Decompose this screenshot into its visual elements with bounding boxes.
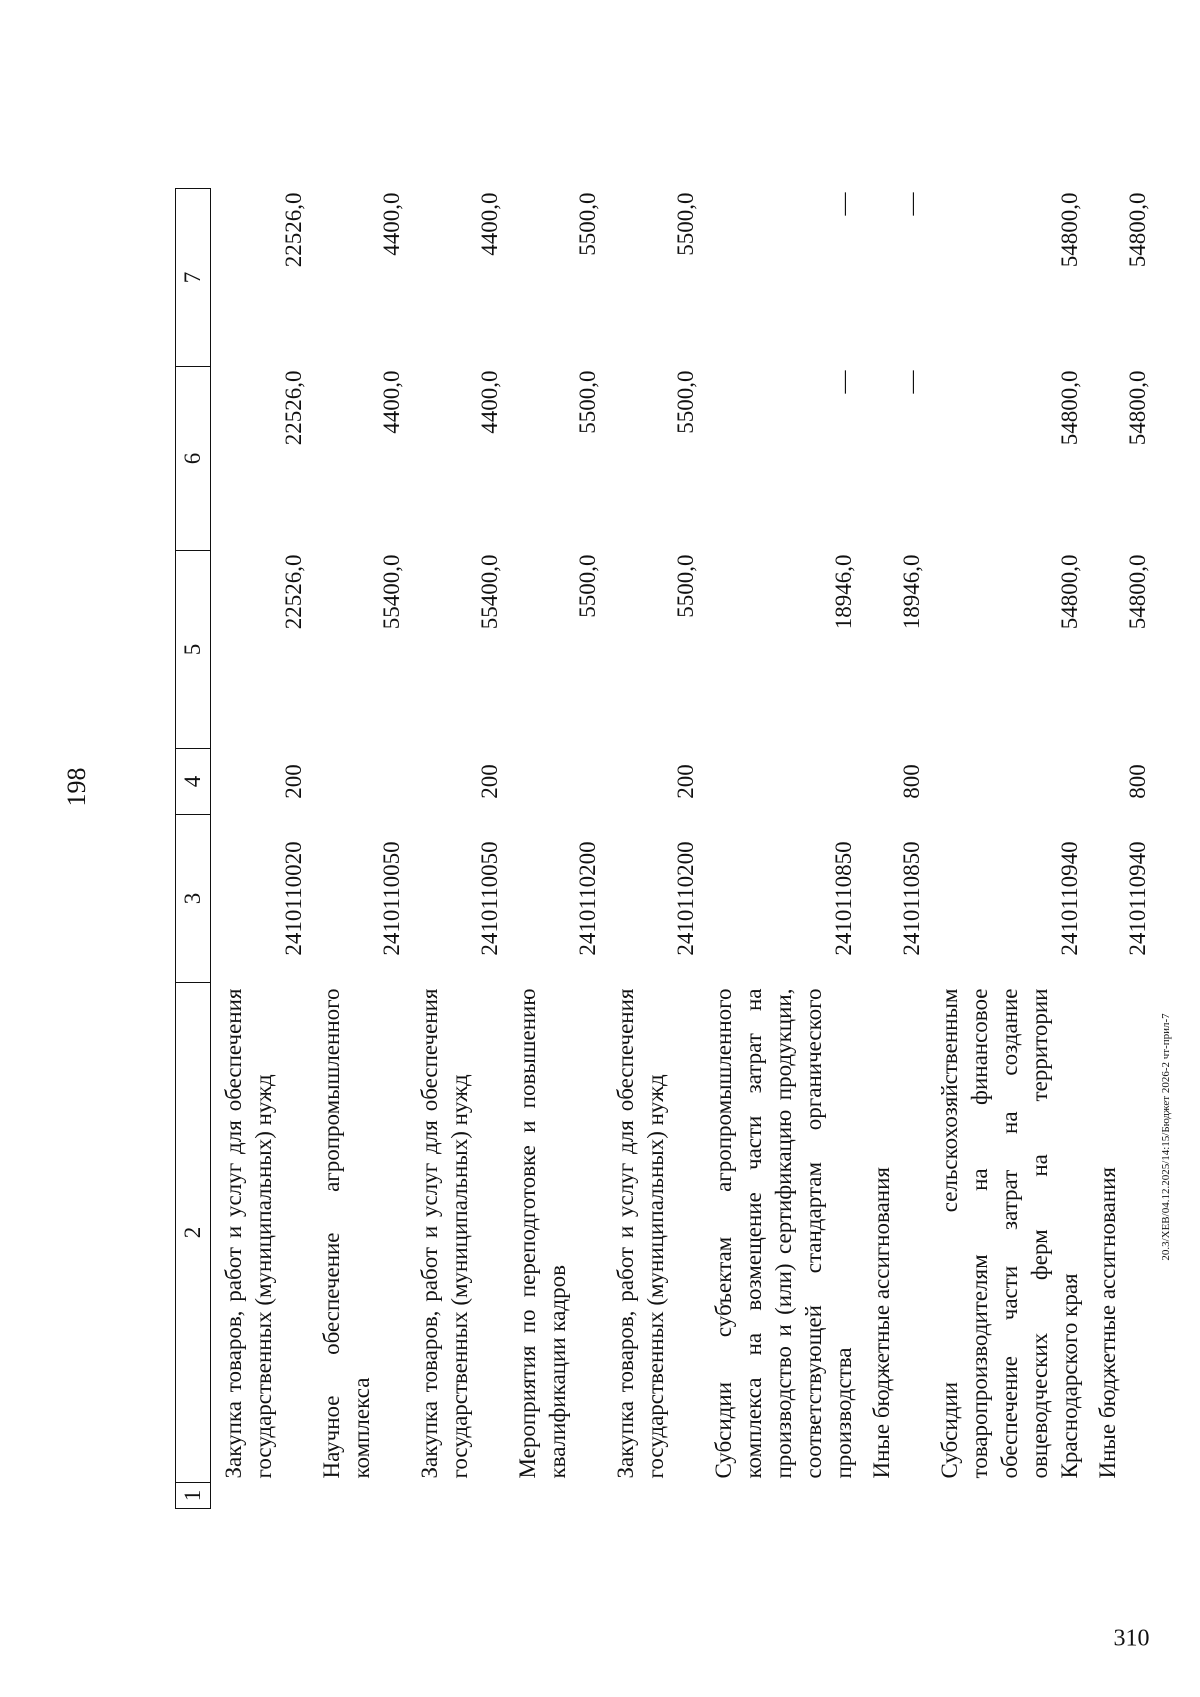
table-header-row [176, 189, 211, 1509]
budget-table [175, 188, 1153, 1509]
cell-amount-col6: 4400,0 [379, 370, 404, 434]
table-row [701, 189, 859, 1509]
cell-description: Субсидии сельскохозяйственным товаропроизводителям на финансовое обеспечение части затрат на создание овцеводческих ферм на территории Краснодарского края [937, 988, 1082, 1479]
cell-col1 [927, 1483, 1085, 1509]
cell-amount-col7: 5500,0 [673, 192, 698, 256]
cell-category [309, 749, 407, 815]
header-cell: 1 [176, 1483, 211, 1509]
cell-code: 2410110200 [575, 841, 600, 956]
cell-amount-col7: 4400,0 [477, 192, 502, 256]
cell-amount-col5: 55400,0 [379, 554, 404, 630]
cell-amount-col7: — [831, 192, 856, 216]
cell-description: Научное обеспечение агропромышленного комплекса [319, 988, 374, 1479]
cell-amount-col6: 22526,0 [281, 370, 306, 446]
cell-code: 2410110940 [1125, 841, 1150, 956]
cell-amount-col7: 5500,0 [575, 192, 600, 256]
cell-amount-col5: 18946,0 [831, 554, 856, 630]
cell-amount-col7: 54800,0 [1057, 192, 1082, 268]
header-cell: 4 [176, 749, 211, 815]
cell-code: 2410110940 [1057, 841, 1082, 956]
page-number: 198 [62, 767, 91, 807]
cell-description: Закупка товаров, работ и услуг для обеспечения государственных (муниципальных) нужд [417, 988, 472, 1479]
cell-description: Мероприятия по переподготовке и повышению квалификации кадров [515, 988, 570, 1479]
table-row [211, 189, 310, 1509]
cell-amount-col6: — [899, 370, 924, 394]
cell-amount-col5: 5500,0 [575, 554, 600, 618]
document-footer: 20.3/XEB/04.12.2025/14:15/Бюджет 2026-2 чт-прил-7 [1160, 1013, 1172, 1261]
cell-amount-col6: 5500,0 [673, 370, 698, 434]
cell-code: 2410110850 [899, 841, 924, 956]
header-cell: 7 [176, 189, 211, 367]
cell-category: 200 [281, 764, 306, 799]
cell-code: 2410110200 [673, 841, 698, 956]
header-cell: 2 [176, 983, 211, 1483]
cell-amount-col6: — [831, 370, 856, 394]
cell-col1 [309, 1483, 407, 1509]
cell-amount-col6: 54800,0 [1125, 370, 1150, 446]
cell-code: 2410110050 [379, 841, 404, 956]
cell-description: Субсидии субъектам агропромышленного комплекса на возмещение части затрат на производство и (или) сертификацию продукции, соответствующей стандартам органического производства [711, 988, 856, 1479]
cell-category: 200 [477, 764, 502, 799]
cell-description: Иные бюджетные ассигнования [869, 1167, 894, 1479]
table-row [407, 189, 505, 1509]
cell-col1 [859, 1483, 927, 1509]
cell-description: Иные бюджетные ассигнования [1095, 1167, 1120, 1479]
cell-description: Закупка товаров, работ и услуг для обеспечения государственных (муниципальных) нужд [613, 988, 668, 1479]
cell-amount-col6: 54800,0 [1057, 370, 1082, 446]
cell-amount-col7: 54800,0 [1125, 192, 1150, 268]
cell-code: 2410110850 [831, 841, 856, 956]
table-row [603, 189, 701, 1509]
cell-category [505, 749, 603, 815]
header-cell: 6 [176, 367, 211, 551]
cell-code: 2410110050 [477, 841, 502, 956]
cell-col1 [505, 1483, 603, 1509]
cell-category: 800 [1125, 764, 1150, 799]
sheet-number: 310 [1113, 1625, 1150, 1652]
cell-amount-col7: 22526,0 [281, 192, 306, 268]
header-cell: 5 [176, 551, 211, 749]
cell-amount-col5: 54800,0 [1057, 554, 1082, 630]
cell-amount-col6: 5500,0 [575, 370, 600, 434]
table-row [505, 189, 603, 1509]
cell-amount-col5: 54800,0 [1125, 554, 1150, 630]
cell-description: Закупка товаров, работ и услуг для обеспечения государственных (муниципальных) нужд [221, 988, 276, 1479]
cell-amount-col7: 4400,0 [379, 192, 404, 256]
cell-category: 200 [673, 764, 698, 799]
cell-col1 [701, 1483, 859, 1509]
cell-amount-col5: 22526,0 [281, 554, 306, 630]
cell-amount-col5: 55400,0 [477, 554, 502, 630]
cell-col1 [603, 1483, 701, 1509]
cell-col1 [407, 1483, 505, 1509]
cell-amount-col6: 4400,0 [477, 370, 502, 434]
table-row [1085, 189, 1153, 1509]
header-cell: 3 [176, 815, 211, 983]
cell-category: 800 [899, 764, 924, 799]
cell-amount-col7: — [899, 192, 924, 216]
cell-amount-col5: 5500,0 [673, 554, 698, 618]
cell-amount-col5: 18946,0 [899, 554, 924, 630]
cell-col1 [211, 1483, 310, 1509]
cell-col1 [1085, 1483, 1153, 1509]
table-row [859, 189, 927, 1509]
cell-code: 2410110020 [281, 841, 306, 956]
cell-category [927, 749, 1085, 815]
table-row [309, 189, 407, 1509]
table-row [927, 189, 1085, 1509]
cell-category [701, 749, 859, 815]
